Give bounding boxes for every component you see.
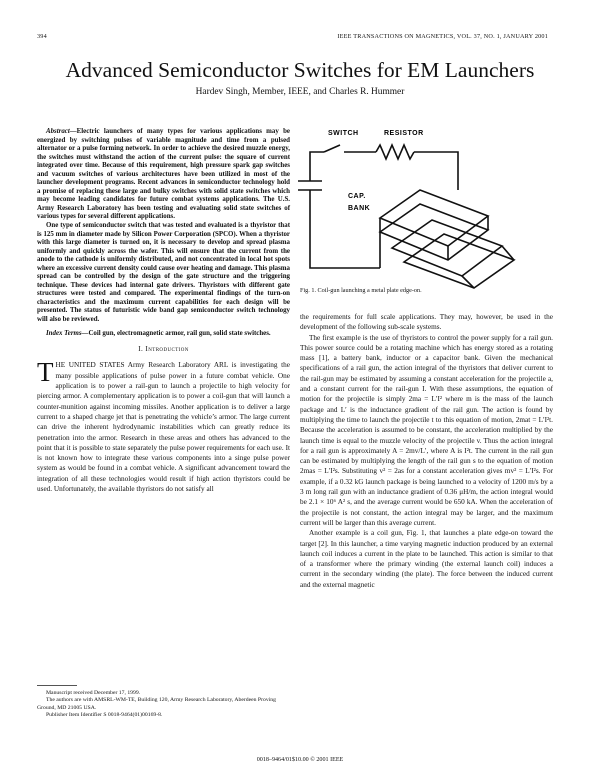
footnote-identifier: Publisher Item Identifier S 0018-9464(01)00169-8. — [46, 712, 163, 719]
intro-lead: HE UNITED STATES — [55, 361, 125, 370]
copyright-footer: 0018–9464/01$10.00 © 2001 IEEE — [256, 757, 344, 763]
switch-icon — [324, 145, 340, 152]
bank-label: BANK — [348, 205, 371, 212]
right-paragraph-0: the requirements for full scale applications. They may, however, be used in the development of the following sub-scale systems. — [300, 313, 553, 332]
abstract-paragraph-1: Electric launchers of many types for various applications may be energized by switching pulses of variable magnitude and time from a pulsed alternator or a pulse forming network. In order to achieve the desired muzzle energy, the switches must withstand the action of the current pulse: the square of current integrated over time. Because of this requirement, high pressure spark gap switches and vacuum switches of various architectures have been utilized in most of the launcher development programs. Recent advances in semiconductor technology hold a promise of replacing these large and bulky switches with solid state switches which may become leading candidates for future combat systems applications. The U.S. Army Research Laboratory has been testing and evaluating solid state switches of various types for several different applications. — [37, 128, 290, 221]
figure-caption: Fig. 1. Coil-gun launching a metal plate edge-on. — [300, 287, 422, 294]
footnote-affiliation: The authors are with AMSRL-WM-TE, Building 120, Army Research Laboratory, Aberdeen Proving Ground, MD 21005 USA. — [37, 697, 276, 711]
left-column — [37, 128, 290, 494]
author-line: Hardev Singh, Member, IEEE, and Charles R. Hummer — [195, 87, 405, 97]
resistor-label: RESISTOR — [384, 130, 424, 137]
index-terms-label: Index Terms— — [46, 329, 89, 337]
footnotes — [37, 690, 290, 720]
cap-label: CAP. — [348, 193, 366, 200]
section-heading: I. Introduction — [138, 345, 189, 354]
intro-paragraph — [37, 357, 290, 494]
right-paragraph-1: The first example is the use of thyristors to control the power supply for a rail gun. This power source could be a rotating machine which has energy stored as a rotating mass [1], a battery bank, inductor or a capacitor bank. Given the mechanical specifications of a rail gun, the action integral of the thyristors that deliver current to the rail-gun may be estimated by assuming a constant acceleration for the projectile a, and a constant current for the rail-gun I. With these assumptions, the equation of motion for the projectile is simply 2ma = L′I² where m is the mass of the launch package and L′ is the inductance gradient of the rail gun. The action is found by multiplying the time to launch the projectile t to this equation of motion, 2mat = L′I²t. Because the acceleration is assumed to be constant, the acceleration multiplied by the launch time is equal to the muzzle velocity of the projectile v. Thus the action integral for a rail gun is approximately A = 2mv/L′, where A is I²t. The current in the rail gun can be estimated by multiplying the length of the rail gun s to the equation of motion 2mas = L′I²s. Substituting v² = 2as for a constant acceleration gives mv² = L′I²s. For example, if a 0.32 kG launch package is being launched to a velocity of 1200 m/s by a 3 m long rail gun with an inductance gradient of 0.36 μH/m, the action integral would be 2.1 × 10⁶ A² s, and the average current would be 650 kA. When the acceleration of the projectile is not constant, the action integral may be larger, and the maximum current will be larger than this average current. — [300, 333, 553, 527]
abstract-label: Abstract— — [46, 128, 77, 135]
footnote-received: Manuscript received December 17, 1999. — [46, 690, 141, 696]
page-number: 394 — [37, 33, 47, 40]
figure-coil-gun — [296, 118, 554, 290]
switch-label: SWITCH — [328, 130, 359, 137]
abstract-paragraph-2: One type of semiconductor switch that was tested and evaluated is a thyristor that is 125 mm in diameter made by Silicon Power Corporation (SPCO). When a thyristor with this large diameter is turned on, it is necessary to develop and spread plasma uniformly and quickly across the wafer. This will ensure that the current from the anode to the cathode is uniformly distributed, and not concentrated in local hot spots where an excessive current density could cause over heating and damage. This plasma spread can be controlled by the design of the gate structure and the triggering technique. These devices had internal gate drivers. Thyristors with different gate structures were tested and compared. The experimental findings of the turn-on characteristics and the maximum current capabilities for each design will be presented. The status of futuristic wide band gap semiconductor switch technology will also be reviewed. — [37, 222, 290, 324]
paper-title: Advanced Semiconductor Switches for EM Launchers — [65, 58, 535, 82]
intro-text: Army Research Laboratory ARL is investigating the many possible applications of pulse power in a future combat vehicle. One application is to power a rail-gun to launch a projectile to high velocity for piercing armor. A complementary application is to power a coil-gun that will launch a counter-munition against incoming missiles. Another application is to deliver a large current to a shaped charge jet that is penetrating the vehicle’s armor. The large current can drive the inherent hydrodynamic instabilities which can greatly reduce its penetration into the armor. Research in these areas and others has advanced to the point that it is possible to state separately the pulse power requirements for each use. It is not known how to integrate these various components into a singe pulse power system as would be found in a combat vehicle. A significant advancement toward the integration of all these technologies would result if high action thyristors could be used. Unfortunately, the available thyristors do not satisfy all — [37, 361, 290, 493]
running-header: IEEE TRANSACTIONS ON MAGNETICS, VOL. 37, NO. 1, JANUARY 2001 — [337, 33, 548, 40]
resistor-icon — [376, 145, 414, 159]
abstract — [37, 128, 290, 338]
right-paragraph-2: Another example is a coil gun, Fig. 1, that launches a plate edge-on toward the target [2]. In this launcher, a time varying magnetic induction produced by an external launch coil induces a current in the plate to be launched. This action is similar to that of a transformer where the primary winding (the external launch coil) induces a current in the secondary winding (the plate). The force between the induced current and the external magnetic — [300, 529, 553, 589]
drop-cap: T — [37, 357, 54, 388]
index-terms-text: Coil gun, electromagnetic armor, rail gun, solid state switches. — [88, 329, 271, 337]
footnote-rule — [37, 685, 77, 686]
right-column — [300, 312, 553, 590]
